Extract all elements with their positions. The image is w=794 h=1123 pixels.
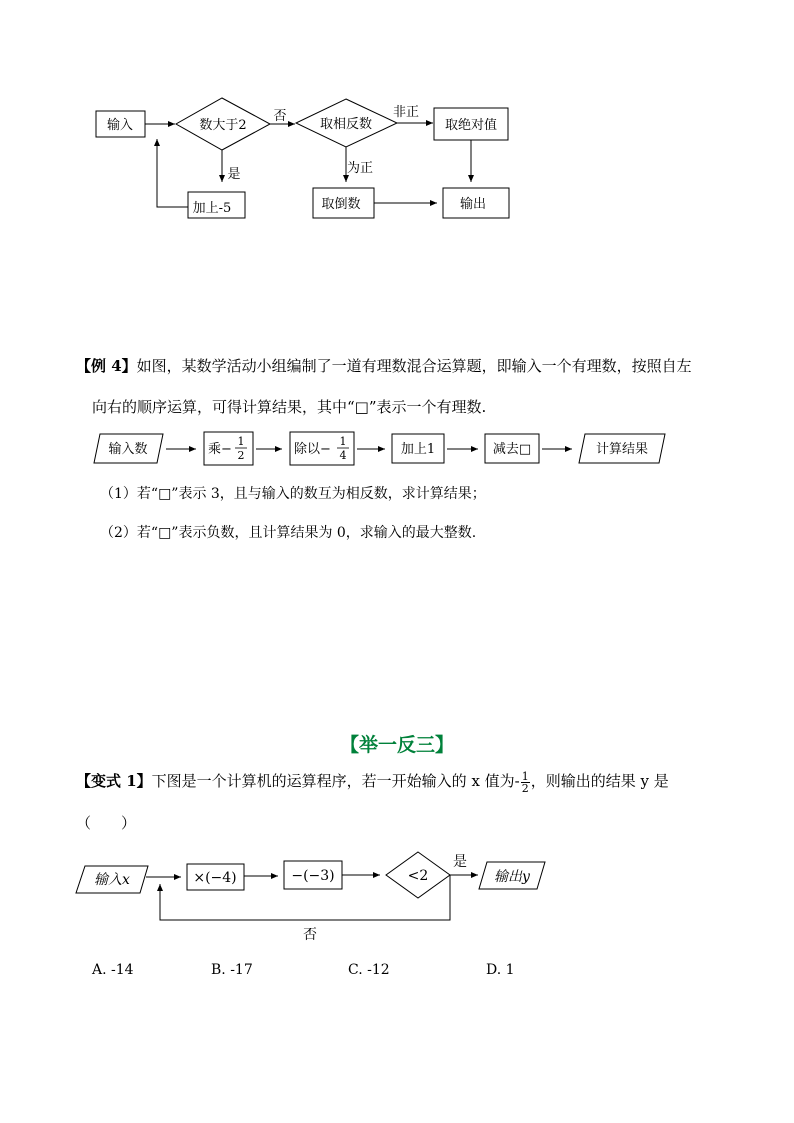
fc1-input-label: 输入: [106, 118, 134, 133]
v1-compare-label: <2: [407, 868, 429, 884]
ex4-add-label: 加上1: [400, 442, 436, 457]
fc1-arrow-loop-back: [157, 139, 188, 207]
fc1-reciprocal-label: 取倒数: [321, 197, 361, 212]
example4-line2: 向右的顺序运算，可得计算结果，其中“□”表示一个有理数.: [92, 398, 487, 416]
ex4-subtract-label: 减去□: [492, 442, 532, 457]
fc1-positive-label: 为正: [346, 161, 374, 176]
variant1-value-num: 1: [521, 769, 529, 783]
variant1-text-after: ，则输出的结果 y 是: [530, 772, 669, 790]
section-heading: 【举一反三】: [339, 734, 454, 756]
fc1-abs-label: 取绝对值: [444, 118, 498, 133]
ex4-input-label: 输入数: [108, 442, 148, 457]
ex4-divide-num: 1: [339, 435, 347, 448]
fc1-no-label: 否: [273, 109, 287, 124]
fc1-nonpositive-label: 非正: [392, 105, 420, 120]
fc1-decision2-label: 取相反数: [319, 117, 373, 132]
example4-question2: （2）若“□”表示负数，且计算结果为 0，求输入的最大整数.: [100, 525, 477, 541]
flowchart-1: [96, 98, 509, 218]
v1-minus-label: −(−3): [291, 868, 335, 884]
ex4-multiply-den: 2: [237, 449, 245, 462]
option-d: D. 1: [486, 962, 515, 978]
fc1-output-label: 输出: [459, 197, 487, 212]
example4-flow: [94, 432, 665, 465]
ex4-multiply-prefix: 乘−: [208, 442, 232, 457]
fc1-add-label: 加上-5: [192, 201, 232, 216]
variant1-tag: 【变式 1】: [76, 772, 152, 790]
fc1-yes-label: 是: [227, 167, 241, 182]
fc1-decision1-label: 数大于2: [199, 118, 247, 133]
variant1-value-sign: -: [514, 772, 520, 790]
variant1-flow: [76, 852, 545, 920]
ex4-multiply-num: 1: [237, 435, 245, 448]
variant1-value-den: 2: [521, 781, 529, 795]
v1-no-label: 否: [303, 927, 317, 943]
variant1-text-before: 下图是一个计算机的运算程序，若一开始输入的 x 值为: [151, 772, 515, 790]
ex4-divide-den: 4: [339, 449, 347, 462]
example4-line1: [76, 355, 692, 377]
ex4-divide-prefix: 除以−: [294, 442, 331, 457]
v1-times-label: ×(−4): [193, 870, 237, 886]
v1-yes-label: 是: [453, 854, 467, 870]
v1-input-label: 输入x: [94, 872, 130, 888]
option-a: A. -14: [92, 962, 134, 978]
option-b: B. -17: [211, 962, 253, 978]
example4-question1: （1）若“□”表示 3，且与输入的数互为相反数，求计算结果；: [100, 486, 486, 502]
v1-output-label: 输出y: [494, 869, 530, 885]
ex4-result-label: 计算结果: [595, 442, 649, 457]
example4-tag: 【例 4】: [76, 357, 137, 375]
example4-line1-text: 如图，某数学活动小组编制了一道有理数混合运算题，即输入一个有理数，按照自左: [136, 357, 692, 375]
option-c: C. -12: [348, 962, 390, 978]
variant1-fraction: [521, 771, 530, 794]
variant1-answer-blank: （ ）: [76, 814, 137, 832]
variant1-line1: [76, 770, 669, 794]
